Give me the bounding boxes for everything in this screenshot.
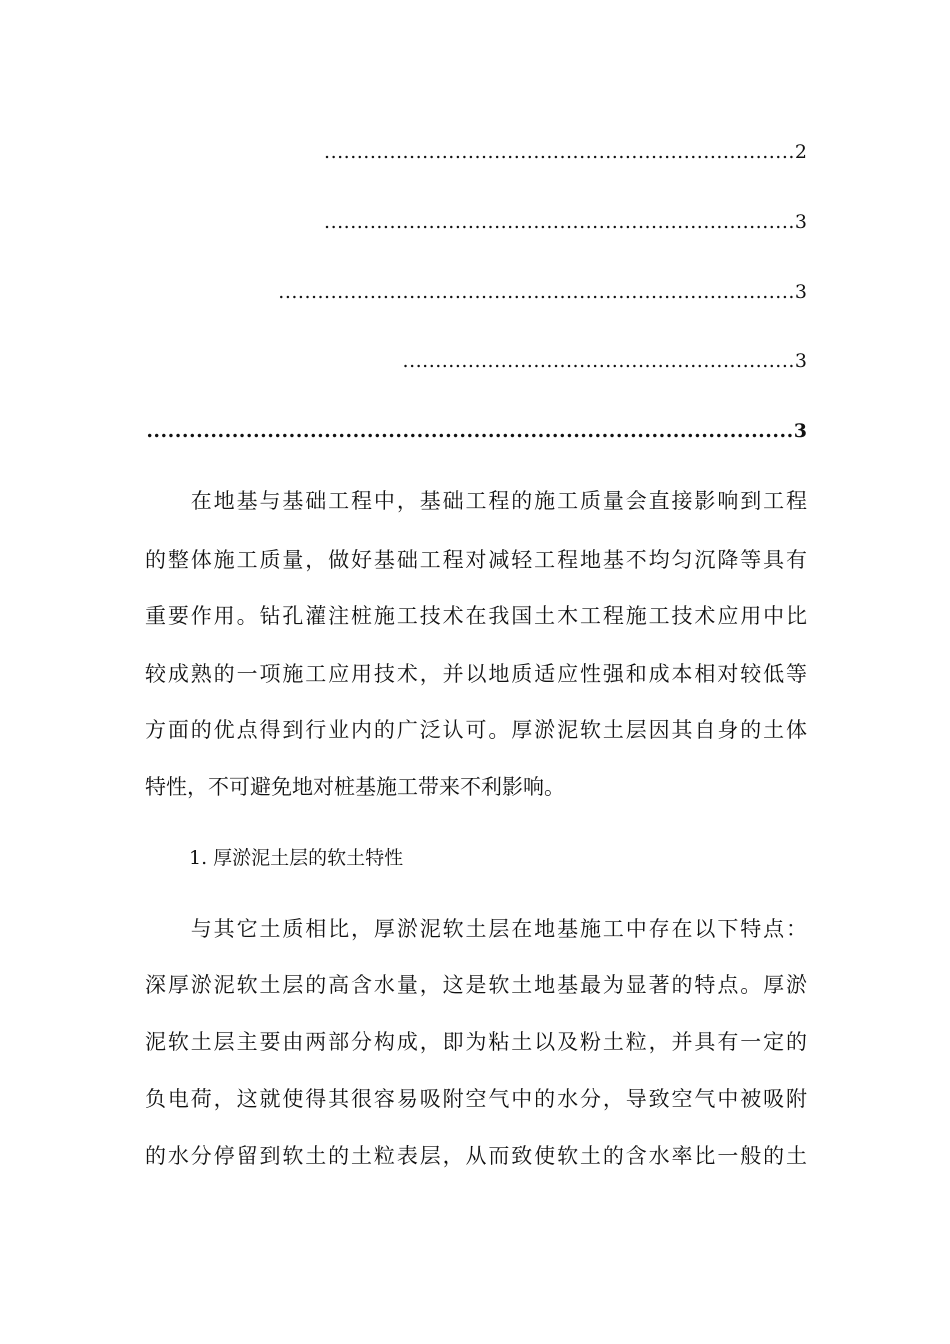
toc-page-number: 2 xyxy=(794,141,807,163)
paragraph-line: 在地基与基础工程中，基础工程的施工质量会直接影响到工程 xyxy=(145,489,807,513)
section-heading: 1. 厚淤泥土层的软土特性 xyxy=(189,847,404,869)
toc-leader-dots: ........................................................................ xyxy=(324,211,795,233)
paragraph-line: 与其它土质相比，厚淤泥软土层在地基施工中存在以下特点： xyxy=(145,917,807,941)
toc-page-number: 3 xyxy=(794,281,807,303)
paragraph-line: 特性，不可避免地对桩基施工带来不利影响。 xyxy=(145,775,565,799)
paragraph-line: 重要作用。钻孔灌注桩施工技术在我国土木工程施工技术应用中比 xyxy=(145,604,807,628)
toc-leader-dots: ............................................................................... xyxy=(278,281,795,303)
toc-entry[interactable] xyxy=(324,137,807,167)
paragraph-line: 的水分停留到软土的土粒表层，从而致使软土的含水率比一般的土 xyxy=(145,1144,807,1168)
paragraph-line: 泥软土层主要由两部分构成，即为粘土以及粉土粒，并具有一定的 xyxy=(145,1030,807,1054)
toc-page-number: 3 xyxy=(794,350,807,372)
toc-entry[interactable] xyxy=(403,346,807,376)
toc-leader-dots: ............................................................ xyxy=(402,350,795,372)
paragraph-line: 深厚淤泥软土层的高含水量，这是软土地基最为显著的特点。厚淤 xyxy=(145,973,807,997)
toc-leader-dots: ........................................................................ xyxy=(324,141,795,163)
toc-page-number: 3 xyxy=(794,211,807,233)
paragraph-line: 较成熟的一项施工应用技术，并以地质适应性强和成本相对较低等 xyxy=(145,662,807,686)
toc-entry[interactable] xyxy=(278,277,807,307)
toc-leader-dots: ........................................................................................... xyxy=(146,420,794,442)
paragraph-line: 方面的优点得到行业内的广泛认可。厚淤泥软土层因其自身的土体 xyxy=(145,718,807,742)
toc-page-number: 3 xyxy=(793,420,807,442)
paragraph-line: 的整体施工质量，做好基础工程对减轻工程地基不均匀沉降等具有 xyxy=(145,548,807,572)
paragraph-line: 负电荷，这就使得其很容易吸附空气中的水分，导致空气中被吸附 xyxy=(145,1087,807,1111)
toc-entry[interactable] xyxy=(146,416,807,446)
toc-entry[interactable] xyxy=(324,207,807,237)
